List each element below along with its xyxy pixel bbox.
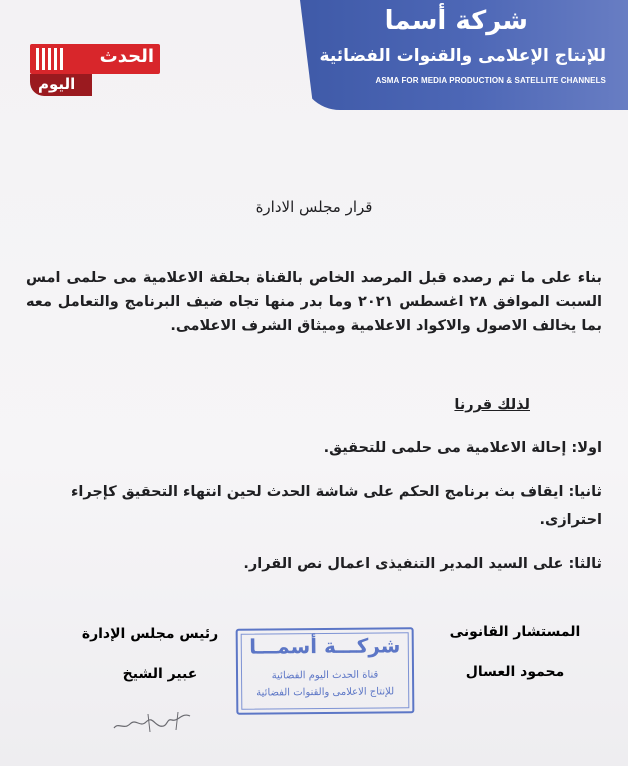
company-name: شركة أسما — [384, 6, 528, 36]
therefore-heading: لذلك قررنا — [454, 397, 530, 413]
legal-advisor-title: المستشار القانونى — [449, 624, 581, 640]
alhadath-logo — [30, 44, 160, 102]
document-title: قرار مجلس الادارة — [255, 198, 373, 216]
logo-top-text: الحدث — [99, 46, 154, 67]
decision-item-2: ثانيا: ايقاف بث برنامج الحكم على شاشة الحدث لحين انتهاء التحقيق كإجراء احترازى. — [70, 484, 602, 528]
chairman-title: رئيس مجلس الإدارة — [81, 626, 219, 642]
logo-top-block — [30, 44, 160, 74]
legal-advisor-name: محمود العسال — [465, 664, 565, 680]
decision-paragraph: بناء على ما تم رصده قبل المرصد الخاص بالقناة بحلقة الاعلامية مى حلمى امس السبت الموافق ٢٨ اغسطس ٢٠٢١ وما بدر منها تجاه ضيف البرنامج والتعامل معه بما يخالف الاصول والاكواد الاعلامية وميثاق الشرف الاعلامى. — [26, 270, 602, 334]
handwritten-signature-icon — [108, 708, 198, 738]
company-stamp — [236, 627, 415, 715]
company-english-name: ASMA FOR MEDIA PRODUCTION & SATELLITE CHANNELS — [375, 76, 606, 85]
company-subtitle: للإنتاج الإعلامى والقنوات الفضائية — [319, 46, 606, 66]
decision-item-3: ثالثا: على السيد المدير التنفيذى اعمال نص القرار. — [243, 556, 602, 572]
stamp-line-1: قناة الحدث اليوم الفضائية — [271, 669, 379, 682]
logo-bottom-text: اليوم — [38, 75, 76, 93]
decision-item-1: اولا: إحالة الاعلامية مى حلمى للتحقيق. — [323, 440, 602, 456]
chairman-name: عبير الشيخ — [122, 666, 198, 682]
logo-stripes-icon — [36, 48, 66, 70]
stamp-line-2: للإنتاج الاعلامى والقنوات الفضائية — [256, 686, 395, 699]
stamp-name: شركـــة أسمـــا — [249, 633, 401, 659]
logo-bottom-block — [30, 74, 92, 96]
